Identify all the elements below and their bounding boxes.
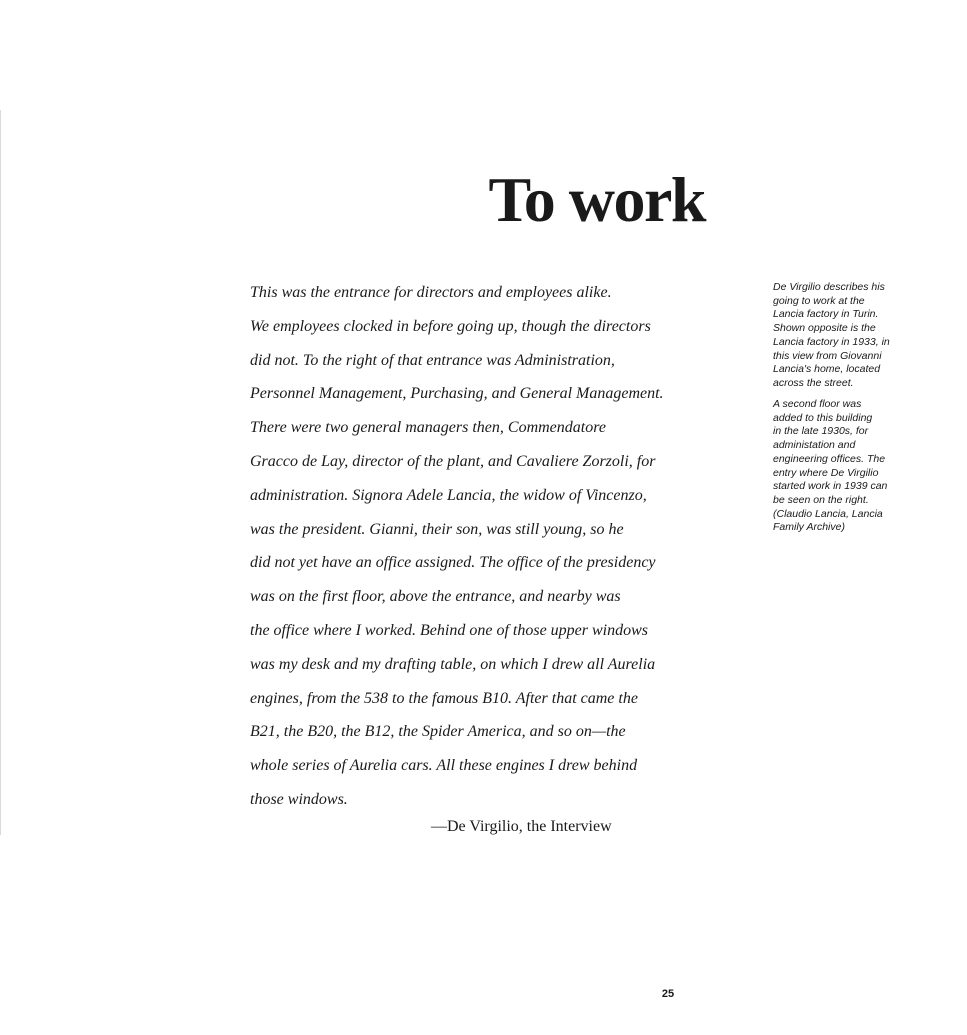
body-line: did not yet have an office assigned. The office of the presidency bbox=[250, 554, 656, 572]
caption-line: Lancia's home, located bbox=[773, 363, 881, 376]
body-line: This was the entrance for directors and employees alike. bbox=[250, 284, 612, 301]
caption-line: added to this building bbox=[773, 411, 873, 424]
body-line: those windows. bbox=[250, 790, 348, 808]
caption-line: administation and bbox=[773, 439, 856, 452]
body-line: did not. To the right of that entrance was Administration, bbox=[250, 351, 615, 369]
body-line: administration. Signora Adele Lancia, the widow of Vincenzo, bbox=[250, 486, 647, 504]
page-number: 25 bbox=[661, 988, 675, 1000]
body-line: Personnel Management, Purchasing, and General Management. bbox=[250, 385, 664, 403]
body-text bbox=[250, 276, 680, 817]
body-line: There were two general managers then, Commendatore bbox=[250, 419, 606, 437]
body-line: engines, from the 538 to the famous B10. After that came the bbox=[250, 689, 638, 707]
body-line: B21, the B20, the B12, the Spider America, and so on—the bbox=[250, 723, 626, 741]
caption-line: (Claudio Lancia, Lancia bbox=[773, 507, 883, 520]
caption-line: engineering offices. The bbox=[773, 452, 886, 465]
page-edge-line bbox=[0, 110, 1, 835]
body-line: was my desk and my drafting table, on which I drew all Aurelia bbox=[250, 655, 656, 673]
caption-line: Family Archive) bbox=[773, 521, 845, 534]
body-line: the office where I worked. Behind one of those upper windows bbox=[250, 621, 649, 639]
caption-line: De Virgilio describes his bbox=[773, 281, 885, 293]
caption-line: across the street. bbox=[773, 376, 854, 389]
quote-attribution: —De Virgilio, the Interview bbox=[431, 818, 612, 835]
body-line: was on the first floor, above the entrance, and nearby was bbox=[250, 588, 621, 606]
caption-line: entry where De Virgilio bbox=[773, 466, 879, 479]
body-line: We employees clocked in before going up, though the directors bbox=[250, 317, 651, 335]
caption-line: in the late 1930s, for bbox=[773, 425, 869, 438]
body-line: Gracco de Lay, director of the plant, and Cavaliere Zorzoli, for bbox=[250, 452, 656, 470]
photo-caption bbox=[773, 281, 903, 391]
caption-line: Lancia factory in 1933, in bbox=[773, 335, 890, 348]
caption-line: started work in 1939 can bbox=[773, 480, 888, 493]
caption-line: A second floor was bbox=[773, 398, 862, 410]
page-title: To work bbox=[488, 164, 705, 235]
body-line: whole series of Aurelia cars. All these engines I drew behind bbox=[250, 757, 638, 775]
body-line: was the president. Gianni, their son, was still young, so he bbox=[250, 520, 624, 538]
caption-line: Shown opposite is the bbox=[773, 322, 876, 335]
caption-line: be seen on the right. bbox=[773, 493, 869, 506]
photo-caption bbox=[773, 398, 903, 535]
caption-line: going to work at the bbox=[773, 294, 865, 307]
caption-line: Lancia factory in Turin. bbox=[773, 308, 879, 321]
caption-line: this view from Giovanni bbox=[773, 349, 882, 362]
